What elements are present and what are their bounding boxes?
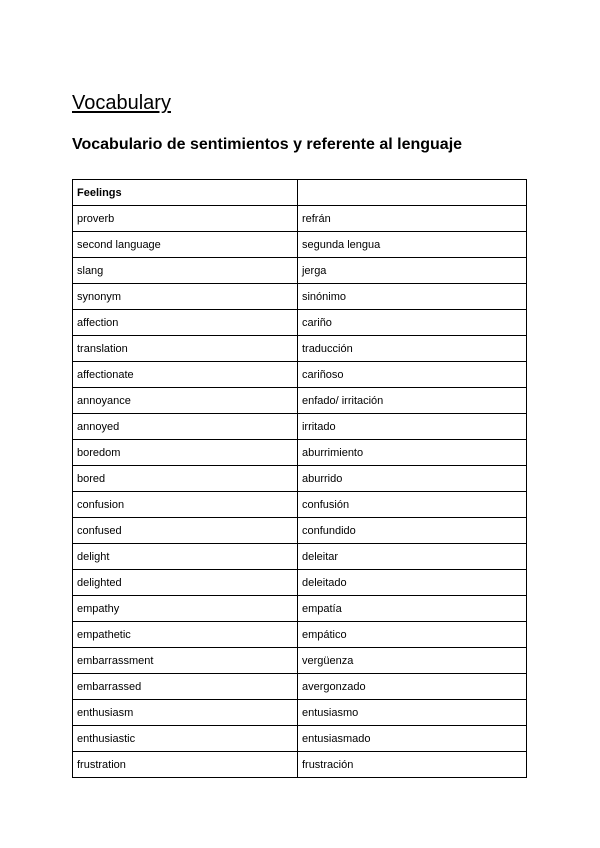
english-term: confused xyxy=(73,518,298,544)
document-subtitle: Vocabulario de sentimientos y referente al lenguaje xyxy=(72,136,463,153)
table-row xyxy=(73,518,527,544)
english-term: enthusiasm xyxy=(73,700,298,726)
english-term: translation xyxy=(73,336,298,362)
table-row xyxy=(73,284,527,310)
document-title: Vocabulary xyxy=(72,92,171,114)
table-row xyxy=(73,388,527,414)
english-term: bored xyxy=(73,466,298,492)
english-term: embarrassment xyxy=(73,648,298,674)
table-row xyxy=(73,492,527,518)
spanish-term: confusión xyxy=(297,492,526,518)
spanish-term: traducción xyxy=(297,336,526,362)
vocabulary-table xyxy=(72,179,527,778)
table-row xyxy=(73,258,527,284)
table-header-row xyxy=(73,180,527,206)
table-row xyxy=(73,362,527,388)
english-term: annoyance xyxy=(73,388,298,414)
spanish-term: entusiasmo xyxy=(297,700,526,726)
spanish-term: empático xyxy=(297,622,526,648)
english-term: empathetic xyxy=(73,622,298,648)
table-row xyxy=(73,466,527,492)
table-row xyxy=(73,674,527,700)
spanish-term: entusiasmado xyxy=(297,726,526,752)
english-term: affectionate xyxy=(73,362,298,388)
english-term: embarrassed xyxy=(73,674,298,700)
table-row xyxy=(73,232,527,258)
table-row xyxy=(73,648,527,674)
spanish-term: empatía xyxy=(297,596,526,622)
table-row xyxy=(73,700,527,726)
spanish-term: aburrimiento xyxy=(297,440,526,466)
spanish-term: deleitado xyxy=(297,570,526,596)
english-term: slang xyxy=(73,258,298,284)
table-row xyxy=(73,414,527,440)
spanish-term: jerga xyxy=(297,258,526,284)
table-row xyxy=(73,440,527,466)
spanish-term: deleitar xyxy=(297,544,526,570)
english-term: delight xyxy=(73,544,298,570)
english-term: empathy xyxy=(73,596,298,622)
table-row xyxy=(73,544,527,570)
spanish-term: refrán xyxy=(297,206,526,232)
english-term: enthusiastic xyxy=(73,726,298,752)
spanish-term: irritado xyxy=(297,414,526,440)
english-term: annoyed xyxy=(73,414,298,440)
spanish-term: confundido xyxy=(297,518,526,544)
header-spanish xyxy=(297,180,526,206)
spanish-term: sinónimo xyxy=(297,284,526,310)
english-term: second language xyxy=(73,232,298,258)
english-term: frustration xyxy=(73,752,298,778)
spanish-term: frustración xyxy=(297,752,526,778)
table-row xyxy=(73,310,527,336)
table-row xyxy=(73,752,527,778)
table-row xyxy=(73,570,527,596)
spanish-term: cariñoso xyxy=(297,362,526,388)
table-row xyxy=(73,336,527,362)
table-row xyxy=(73,206,527,232)
header-english: Feelings xyxy=(73,180,298,206)
spanish-term: segunda lengua xyxy=(297,232,526,258)
spanish-term: aburrido xyxy=(297,466,526,492)
english-term: proverb xyxy=(73,206,298,232)
english-term: synonym xyxy=(73,284,298,310)
spanish-term: vergüenza xyxy=(297,648,526,674)
table-row xyxy=(73,726,527,752)
english-term: boredom xyxy=(73,440,298,466)
table-row xyxy=(73,622,527,648)
table-body xyxy=(73,206,527,778)
english-term: confusion xyxy=(73,492,298,518)
table-row xyxy=(73,596,527,622)
spanish-term: cariño xyxy=(297,310,526,336)
spanish-term: avergonzado xyxy=(297,674,526,700)
english-term: delighted xyxy=(73,570,298,596)
english-term: affection xyxy=(73,310,298,336)
spanish-term: enfado/ irritación xyxy=(297,388,526,414)
